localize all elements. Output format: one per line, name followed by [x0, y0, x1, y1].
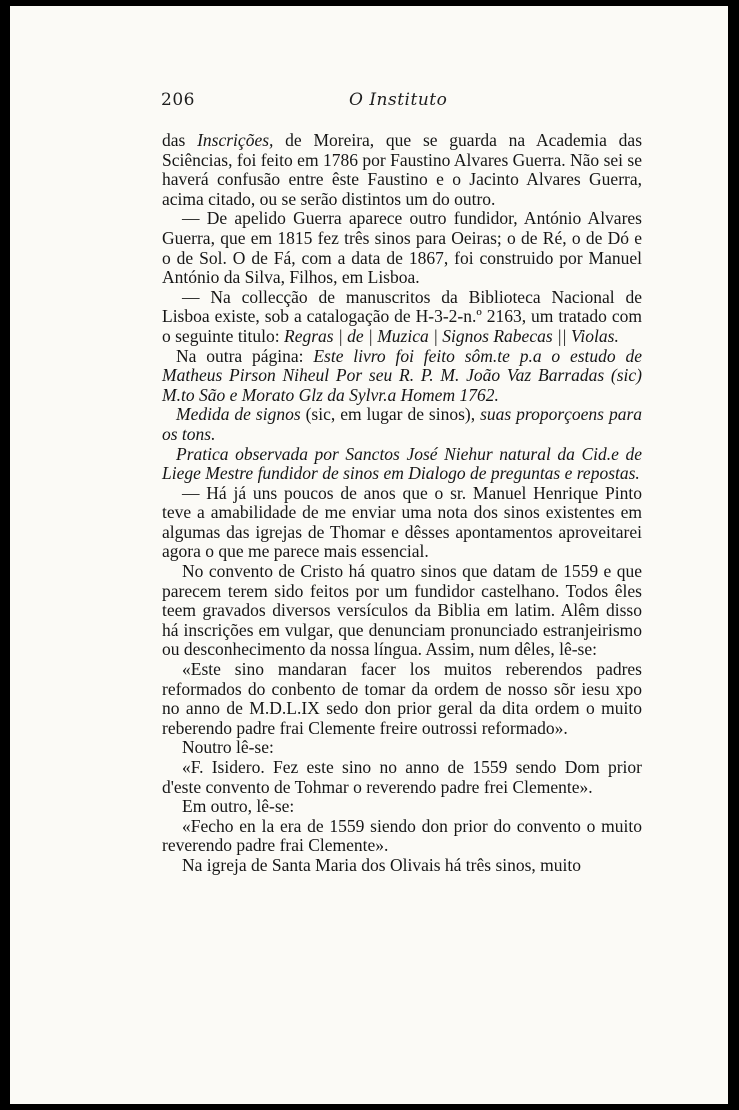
- paragraph: No convento de Cristo há quatro sinos que datam de 1559 e que parecem terem sido feitos por um fundidor castelhano. Todos êles teem gravados diversos versículos da Biblia em latim. Alêm disso há inscrições em vulgar, que denunciam pronunciado estranjeirismo ou desconhecimento da nossa língua. Assim, num dêles, lê-se:: [162, 561, 642, 660]
- body-text: [162, 131, 642, 876]
- paragraph: — De apelido Guerra aparece outro fundidor, António Alvares Guerra, que em 1815 fez três sinos para Oeiras; o de Ré, o de Dó e o de Sol. O de Fá, com a data de 1867, foi construido por Manuel António da Silva, Filhos, em Lisboa.: [162, 208, 642, 288]
- paragraph: Na igreja de Santa Maria dos Olivais há três sinos, muito: [182, 854, 582, 875]
- quotation: «Este sino mandaran facer los muitos reberendos padres reformados do conbento de tomar da ordem de nosso sõr iesu xpo no anno de M.D.L.IX sedo don prior geral da dita ordem o muito reberendo padre frai Clemente freire outrossi reformado».: [162, 659, 642, 738]
- paragraph: das Inscrições, de Moreira, que se guarda na Academia das Sciências, foi feito em 1786 por Faustino Alvares Guerra. Não sei se haverá confusão entre êste Faustino e o Jacinto Alvares Guerra, acima citado, ou se serão distintos um do outro.: [162, 130, 642, 209]
- page-header: [10, 90, 728, 114]
- paragraph: Em outro, lê-se:: [182, 796, 295, 817]
- paragraph: Pratica observada por Sanctos José Niehur natural da Cid.e de Liege Mestre fundidor de sinos em Dialogo de preguntas e repostas.: [162, 443, 642, 484]
- quotation: «F. Isidero. Fez este sino no anno de 1559 sendo Dom prior d'este convento de Tohmar o reverendo padre frei Clemente».: [162, 757, 642, 797]
- quotation: «Fecho en la era de 1559 siendo don prior do convento o muito reverendo padre frai Clemente».: [162, 815, 642, 856]
- running-title: O Instituto: [349, 90, 448, 110]
- paragraph: — Há já uns poucos de anos que o sr. Manuel Henrique Pinto teve a amabilidade de me enviar uma nota dos sinos existentes em algumas das igrejas de Thomar e dêsses apontamentos aproveitarei agora o que me parece mais essencial.: [162, 482, 642, 562]
- paragraph: Noutro lê-se:: [182, 737, 274, 758]
- paragraph: Medida de signos (sic, em lugar de sinos), suas proporçoens para os tons.: [162, 404, 643, 444]
- document-page: [10, 6, 728, 1104]
- paragraph: Na outra página: Este livro foi feito sôm.te p.a o estudo de Matheus Pirson Niheul Por seu R. P. M. João Vaz Barradas (sic) M.to São e Morato Glz da Sylvr.a Homem 1762.: [162, 345, 642, 405]
- page-number: 206: [161, 90, 195, 110]
- paragraph: — Na collecção de manuscritos da Biblioteca Nacional de Lisboa existe, sob a catalogação de H-3-2-n.º 2163, um tratado com o seguinte titulo: Regras | de | Muzica | Signos Rabecas || Violas.: [162, 286, 642, 346]
